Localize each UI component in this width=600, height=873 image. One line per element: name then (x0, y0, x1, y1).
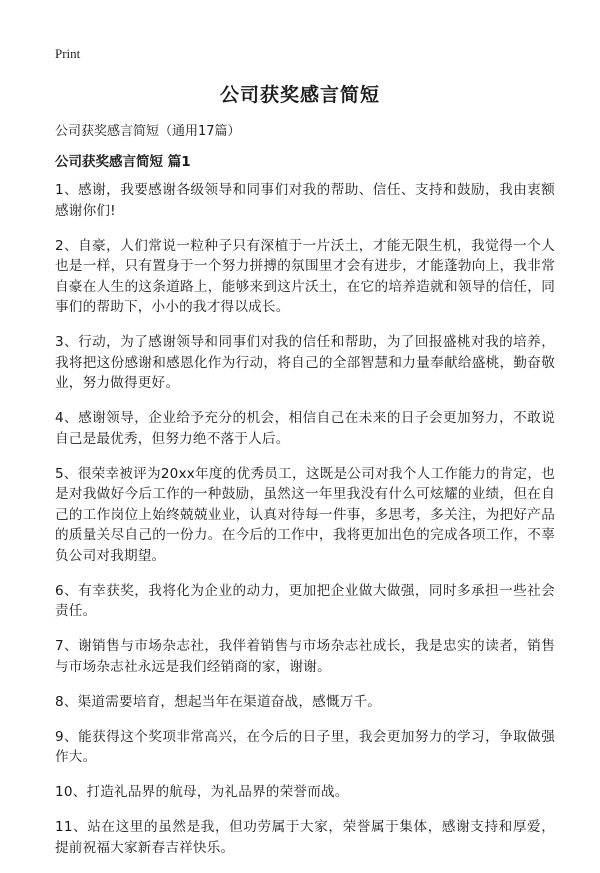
document-body (55, 180, 555, 873)
paragraph-2: 2、自豪，人们常说一粒种子只有深植于一片沃土，才能无限生机，我觉得一个人也是一样，只有置身于一个努力拼搏的氛围里才会有进步，才能蓬勃向上，我非常自豪在人生的这条道路上，能够来到这片沃土，在它的培养造就和领导的信任，同事们的帮助下，小小的我才得以成长。 (55, 237, 555, 315)
paragraph-8: 8、渠道需要培育，想起当年在渠道奋战，感慨万千。 (55, 693, 382, 710)
paragraph-3: 3、行动，为了感谢领导和同事们对我的信任和帮助，为了回报盛桃对我的培养，我将把这份感谢和感恩化作为行动，将自己的全部智慧和力量奉献给盛桃，勤奋敬业，努力做得更好。 (55, 334, 555, 391)
paragraph-7: 7、谢销售与市场杂志社，我伴着销售与市场杂志社成长，我是忠实的读者，销售与市场杂志社永远是我们经销商的家，谢谢。 (55, 638, 555, 675)
page-title: 公司获奖感言简短 (219, 84, 380, 106)
paragraph-1: 1、感谢，我要感谢各级领导和同事们对我的帮助、信任、支持和鼓励，我由衷额感谢你们! (55, 182, 555, 219)
paragraph-9: 9、能获得这个奖项非常高兴，在今后的日子里，我会更加努力的学习，争取做强作大。 (55, 728, 555, 765)
section-heading: 公司获奖感言简短 篇1 (55, 154, 191, 170)
paragraph-6: 6、有幸获奖，我将化为企业的动力，更加把企业做大做强，同时多承担一些社会责任。 (55, 582, 555, 619)
paragraph-4: 4、感谢领导，企业给予充分的机会，相信自己在未来的日子会更加努力，不敢说自己是最优秀，但努力绝不落于人后。 (55, 410, 555, 447)
print-link[interactable]: Print (55, 46, 81, 61)
paragraph-11: 11、站在这里的虽然是我，但功劳属于大家，荣誉属于集体，感谢支持和厚爱，提前祝福大家新春吉祥快乐。 (55, 819, 555, 856)
paragraph-10: 10、打造礼品界的航母，为礼品界的荣誉而战。 (55, 784, 349, 800)
document-subtitle: 公司获奖感言简短（通用17篇） (55, 124, 241, 139)
paragraph-5: 5、很荣幸被评为20xx年度的优秀员工，这既是公司对我个人工作能力的肯定，也是对我做好今后工作的一种鼓励，虽然这一年里我没有什么可炫耀的业绩，但在自己的工作岗位上始终兢兢业业，认真对待每一件事，多思考，多关注，为把好产品的质量关尽自己的一份力。在今后的工作中，我将更加出色的完成各项工作，不辜负公司对我期望。 (55, 465, 555, 564)
